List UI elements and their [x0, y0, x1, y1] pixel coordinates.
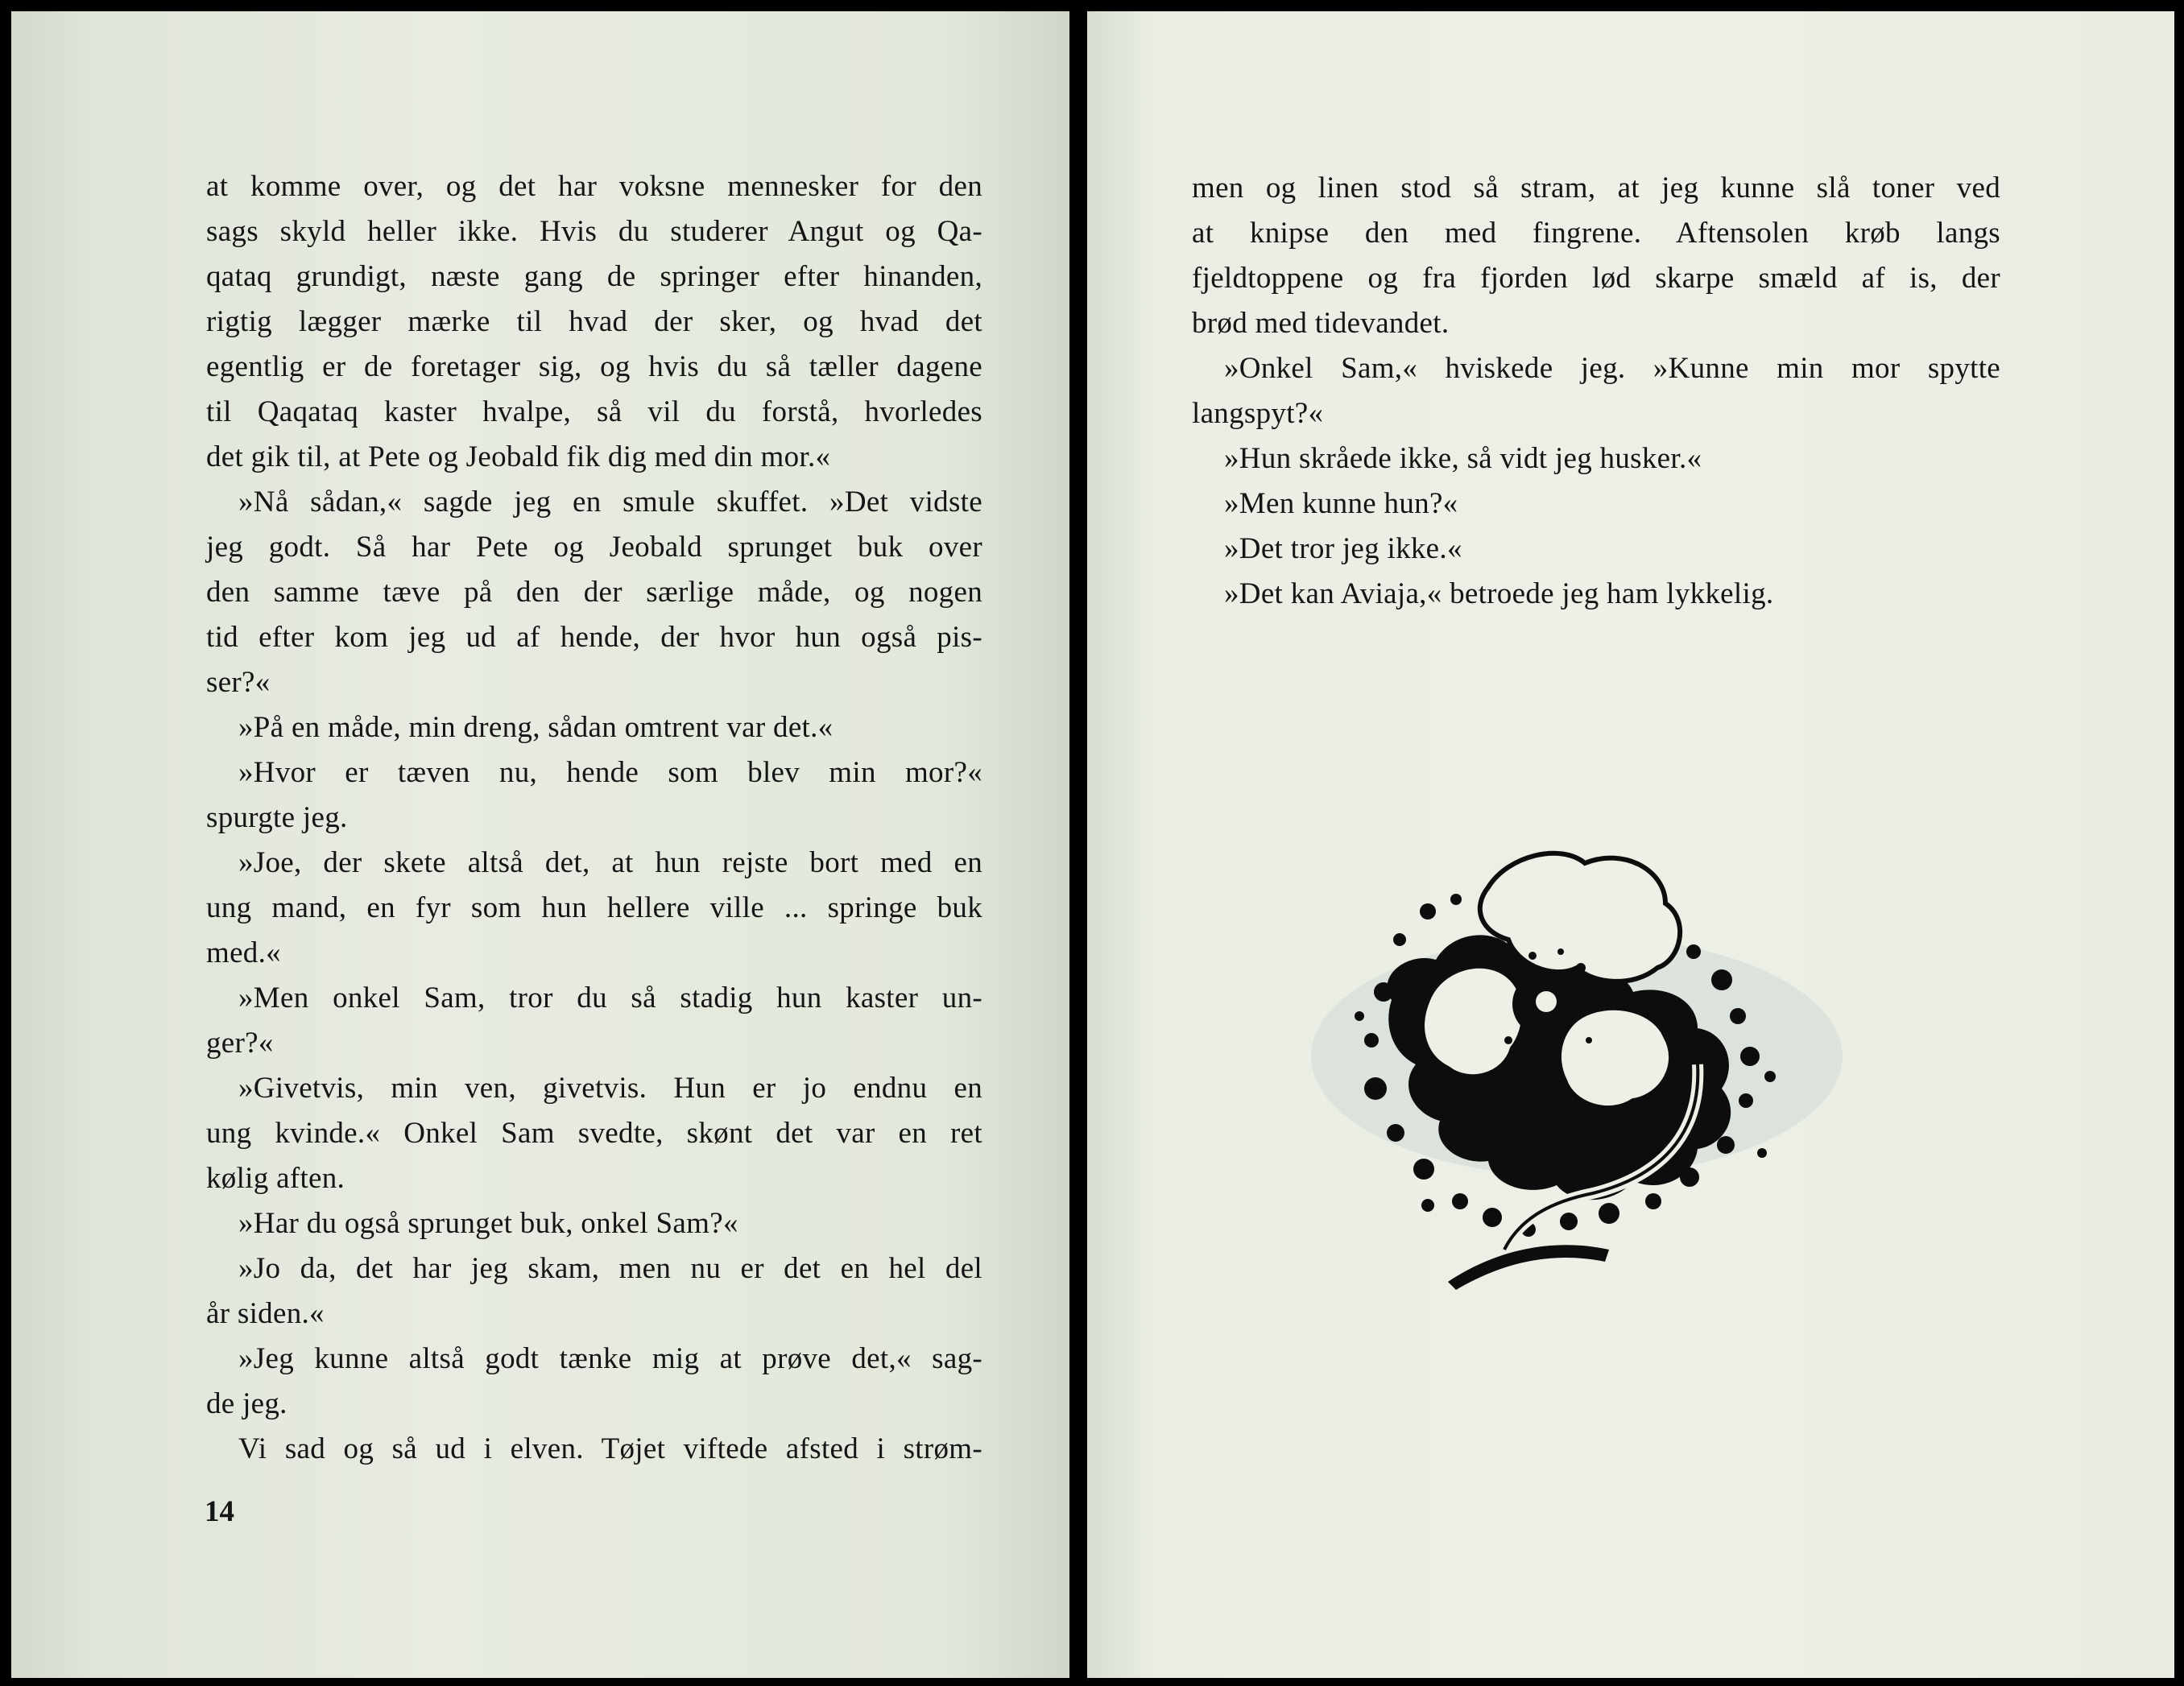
text-line: »Det kan Aviaja,« betroede jeg ham lykkelig. — [1224, 577, 1774, 610]
text-line: ung kvinde.« Onkel Sam svedte, skønt det var en ret — [206, 1117, 982, 1150]
text-line: til Qaqataq kaster hvalpe, så vil du forstå, hvorledes — [206, 395, 982, 428]
text-line: qataq grundigt, næste gang de springer efter hinanden, — [206, 260, 982, 293]
right-page — [1087, 11, 2174, 1678]
text-line: »Jo da, det har jeg skam, men nu er det en hel del — [238, 1252, 982, 1285]
text-line: den samme tæve på den der særlige måde, og nogen — [206, 576, 982, 609]
text-line: at knipse den med fingrene. Aftensolen krøb langs — [1192, 217, 2000, 250]
text-line: »Onkel Sam,« hviskede jeg. »Kunne min mor spytte — [1224, 352, 2000, 385]
text-line: spurgte jeg. — [206, 801, 348, 834]
text-line: sags skyld heller ikke. Hvis du studerer Angut og Qa- — [206, 215, 982, 248]
text-line: kølig aften. — [206, 1162, 345, 1195]
text-line: at komme over, og det har voksne mennesker for den — [206, 170, 982, 203]
text-line: ser?« — [206, 666, 271, 699]
text-line: rigtig lægger mærke til hvad der sker, og hvad det — [206, 305, 982, 338]
text-line: tid efter kom jeg ud af hende, der hvor hun også pis- — [206, 621, 982, 654]
text-line: »Men kunne hun?« — [1224, 487, 1458, 520]
text-line: »Joe, der skete altså det, at hun rejste bort med en — [238, 846, 982, 879]
text-line: jeg godt. Så har Pete og Jeobald sprunget buk over — [206, 531, 982, 564]
text-line: »Nå sådan,« sagde jeg en smule skuffet. »Det vidste — [238, 486, 982, 519]
left-page — [11, 11, 1069, 1678]
text-line: »Men onkel Sam, tror du så stadig hun kaster un- — [238, 981, 982, 1014]
text-line: ung mand, en fyr som hun hellere ville ... springe buk — [206, 891, 982, 924]
left-page-text — [206, 164, 982, 1472]
text-line: det gik til, at Pete og Jeobald fik dig med din mor.« — [206, 440, 831, 473]
right-page-text — [1192, 166, 2000, 617]
page-number: 14 — [205, 1495, 234, 1528]
text-line: Vi sad og så ud i elven. Tøjet viftede afsted i strøm- — [238, 1432, 982, 1465]
text-line: »Det tror jeg ikke.« — [1224, 532, 1462, 565]
text-line: »Hun skråede ikke, så vidt jeg husker.« — [1224, 442, 1702, 475]
text-line: fjeldtoppene og fra fjorden lød skarpe smæld af is, der — [1192, 262, 2000, 295]
text-line: »Hvor er tæven nu, hende som blev min mor?« — [238, 756, 982, 789]
text-line: langspyt?« — [1192, 397, 1324, 430]
text-line: de jeg. — [206, 1387, 287, 1420]
text-line: ger?« — [206, 1027, 274, 1060]
text-line: år siden.« — [206, 1297, 325, 1330]
text-line: »Har du også sprunget buk, onkel Sam?« — [238, 1207, 738, 1240]
text-line: med.« — [206, 936, 281, 969]
text-line: »På en måde, min dreng, sådan omtrent var det.« — [238, 711, 833, 744]
text-line: »Jeg kunne altså godt tænke mig at prøve det,« sag- — [238, 1342, 982, 1375]
text-line: men og linen stod så stram, at jeg kunne slå toner ved — [1192, 171, 2000, 205]
text-line: brød med tidevandet. — [1192, 307, 1450, 340]
text-line: »Givetvis, min ven, givetvis. Hun er jo endnu en — [238, 1072, 982, 1105]
text-line: egentlig er de foretager sig, og hvis du så tæller dagene — [206, 350, 982, 383]
flower-illustration — [1287, 799, 1867, 1322]
